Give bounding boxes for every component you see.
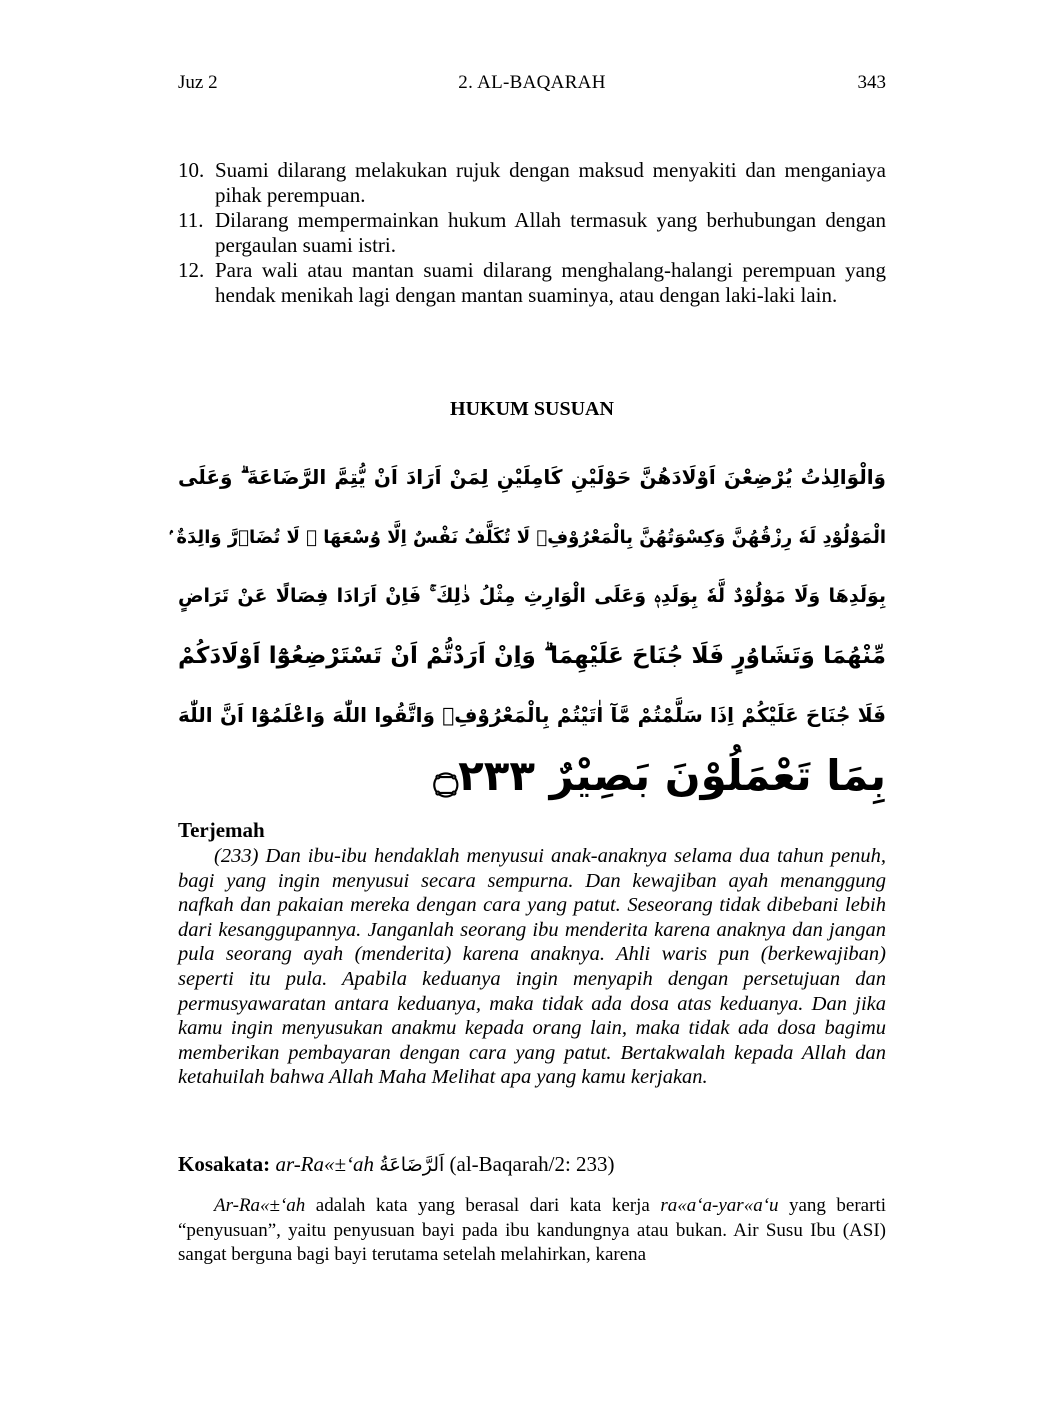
juz-label: Juz 2 <box>178 72 218 93</box>
arabic-line: بِوَلَدِهَا وَلَا مَوْلُوْدٌ لَّهٗ بِوَلَدِهٖ وَعَلَى الْوَارِثِ مِثْلُ ذٰلِكَ ۚ فَاِنْ اَرَادَا فِصَالًا عَنْ تَرَاضٍ <box>178 585 886 607</box>
kosakata-body <box>178 1194 886 1268</box>
page-header <box>178 72 886 102</box>
arabic-line: بِمَا تَعْمَلُوْنَ بَصِيْرٌ ۝٢٣٣ <box>433 750 886 800</box>
list-item-number: 11. <box>178 208 204 232</box>
kosakata-body-verb: ra«a‘a-yar«a‘u <box>660 1195 779 1216</box>
kosakata-body-text-2: yang berarti “penyusuan”, yaitu penyusuan bayi pada ibu kandungnya atau bukan. Air Susu Ibu (ASI) sangat berguna bagi bayi terutama setelah melahirkan, karena <box>178 1195 886 1265</box>
list-item <box>178 158 886 208</box>
kosakata-arabic: اَلرَّضَاعَةُ <box>379 1154 445 1176</box>
section-title: HUKUM SUSUAN <box>450 398 614 420</box>
list-item-text: Suami dilarang melakukan rujuk dengan maksud menyakiti dan menganiaya pihak perempuan. <box>215 158 886 207</box>
list-item-text: Dilarang mempermainkan hukum Allah termasuk yang berhubungan dengan pergaulan suami istri. <box>215 208 886 257</box>
kosakata-reference: (al-Baqarah/2: 233) <box>449 1152 615 1176</box>
arabic-line: مِّنْهُمَا وَتَشَاوُرٍ فَلَا جُنَاحَ عَلَيْهِمَا ۗ وَاِنْ اَرَدْتُّمْ اَنْ تَسْتَرْضِعُوْٓا اَوْلَادَكُمْ <box>178 642 886 669</box>
list-item-number: 10. <box>178 158 205 182</box>
kosakata-line <box>178 1152 886 1177</box>
list-item <box>178 208 886 258</box>
kosakata-body-text-1: adalah kata yang berasal dari kata kerja <box>305 1195 661 1216</box>
list-item <box>178 258 886 308</box>
arabic-line: فَلَا جُنَاحَ عَلَيْكُمْ اِذَا سَلَّمْتُمْ مَّآ اٰتَيْتُمْ بِالْمَعْرُوْفِۗ وَاتَّقُوا اللّٰهَ وَاعْلَمُوْٓا اَنَّ اللّٰهَ <box>178 703 886 727</box>
terjemah-heading: Terjemah <box>178 818 265 842</box>
surah-title: 2. AL-BAQARAH <box>458 72 606 93</box>
terjemah-text: (233) Dan ibu-ibu hendaklah menyusui anak-anaknya selama dua tahun penuh, bagi yang ingin menyusui secara sempurna. Dan kewajiban ayah menanggung nafkah dan pakaian mereka dengan cara yang patut. Seseorang tidak dibebani lebih dari kesanggupannya. Janganlah seorang ibu menderita karena anaknya dan jangan pula seorang ayah (menderita) karena anaknya. Ahli waris pun (berkewajiban) seperti itu pula. Apabila keduanya ingin menyapih dengan persetujuan dan permusyawaratan antara keduanya, maka tidak ada dosa atas keduanya. Dan jika kamu ingin menyusukan anakmu kepada orang lain, maka tidak ada dosa bagimu memberikan pembayaran dengan cara yang patut. Bertakwalah kepada Allah dan ketahuilah bahwa Allah Maha Melihat apa yang kamu kerjakan. <box>178 845 886 1089</box>
kosakata-label: Kosakata: <box>178 1152 271 1176</box>
numbered-list <box>178 158 886 308</box>
list-item-number: 12. <box>178 258 205 282</box>
kosakata-term: ar-Ra«±‘ah <box>275 1152 375 1176</box>
page-number: 343 <box>857 72 886 93</box>
arabic-verse <box>165 448 886 805</box>
kosakata-body-term: Ar-Ra«±‘ah <box>214 1195 306 1216</box>
arabic-line: وَالْوَالِدٰتُ يُرْضِعْنَ اَوْلَادَهُنَّ حَوْلَيْنِ كَامِلَيْنِ لِمَنْ اَرَادَ اَنْ يُّتِمَّ الرَّضَاعَةَ ۗ وَعَلَى <box>178 465 886 489</box>
list-item-text: Para wali atau mantan suami dilarang menghalang-halangi perempuan yang hendak menikah lagi dengan mantan suaminya, atau dengan laki-laki lain. <box>215 258 886 307</box>
arabic-line: الْمَوْلُوْدِ لَهٗ رِزْقُهُنَّ وَكِسْوَتُهُنَّ بِالْمَعْرُوْفِۗ لَا تُكَلَّفُ نَفْسٌ اِلَّا وُسْعَهَا ۚ لَا تُضَاۤرَّ وَالِدَةٌ ۢ <box>165 526 886 548</box>
